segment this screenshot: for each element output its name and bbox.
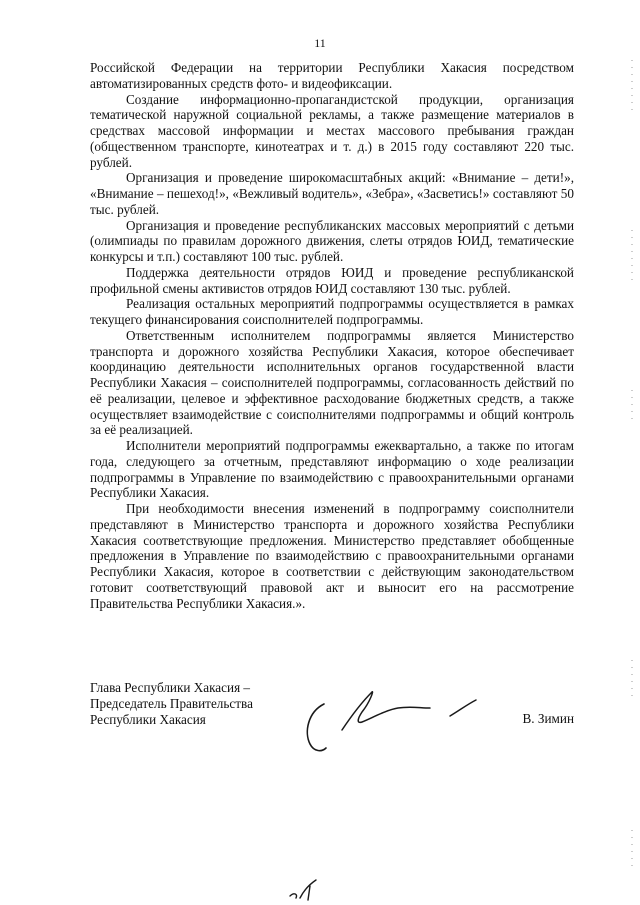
signatory-title-line: Республики Хакасия xyxy=(90,711,206,727)
document-body xyxy=(90,60,574,611)
paragraph-responsible-executor: Ответственным исполнителем подпрограммы является Министерство транспорта и дорожного хозяйства Республики Хакасия, которое обеспечивает координацию деятельности исполнительных органов государственной власти Республики Хакасия – соисполнителей подпрограммы, согласованность действий по её реализации, целевое и эффективное расходование бюджетных средств, а также осуществляет взаимодействие с соисполнителями подпрограммы и общий контроль за её реализацией. xyxy=(90,327,574,438)
page-scribble xyxy=(286,878,326,903)
paragraph-children-events: Организация и проведение республиканских массовых мероприятий с детьми (олимпиады по правилам дорожного движения, слеты отрядов ЮИД, тематические конкурсы и т.п.) составляют 100 тыс. рублей. xyxy=(90,217,574,264)
signatory-title xyxy=(90,680,320,727)
paragraph-other-activities: Реализация остальных мероприятий подпрограммы осуществляется в рамках текущего финансирования соисполнителей подпрограммы. xyxy=(90,296,574,327)
paragraph-yuid-support: Поддержка деятельности отрядов ЮИД и проведение республиканской профильной смены активистов отрядов ЮИД составляют 130 тыс. рублей. xyxy=(90,264,574,296)
signer-name: В. Зимин xyxy=(522,711,574,726)
page-number: 11 xyxy=(314,36,326,50)
paragraph-amendments: При необходимости внесения изменений в подпрограмму соисполнители представляют в Министерство транспорта и дорожного хозяйства Республики Хакасия соответствующие предложения. Министерство представляет обобщенные предложения в Управление по взаимодействию с правоохранительными органами Республики Хакасия, которое в соответствии с действующим законодательством готовит соответствующий правовой акт и выносит его на рассмотрение Правительства Республики Хакасия.». xyxy=(90,501,574,611)
paragraph-continuation: Российской Федерации на территории Республики Хакасия посредством автоматизированных средств фото- и видеофиксации. xyxy=(90,60,574,91)
signatory-title-line: Глава Республики Хакасия – xyxy=(90,680,251,695)
scan-edge-marks xyxy=(628,0,636,905)
paragraph-quarterly-reporting: Исполнители мероприятий подпрограммы ежеквартально, а также по итогам года, следующего за отчетным, представляют информацию о ходе реализации подпрограммы в Управление по взаимодействию с правоохранительными органами Республики Хакасия. xyxy=(90,438,574,501)
signatory-title-line: Председатель Правительства xyxy=(90,695,253,711)
handwritten-signature xyxy=(300,682,500,757)
paragraph-promo-products: Создание информационно-пропагандистской продукции, организация тематической наружной социальной рекламы, а также размещение материалов в средствах массовой информации и местах массового пребывания граждан (общественном транспорте, кинотеатрах и т. д.) в 2015 году составляют 220 тыс. рублей. xyxy=(90,91,574,170)
paragraph-campaigns: Организация и проведение широкомасштабных акций: «Внимание – дети!», «Внимание – пешеход!», «Вежливый водитель», «Зебра», «Засветись!» составляют 50 тыс. рублей. xyxy=(90,170,574,217)
